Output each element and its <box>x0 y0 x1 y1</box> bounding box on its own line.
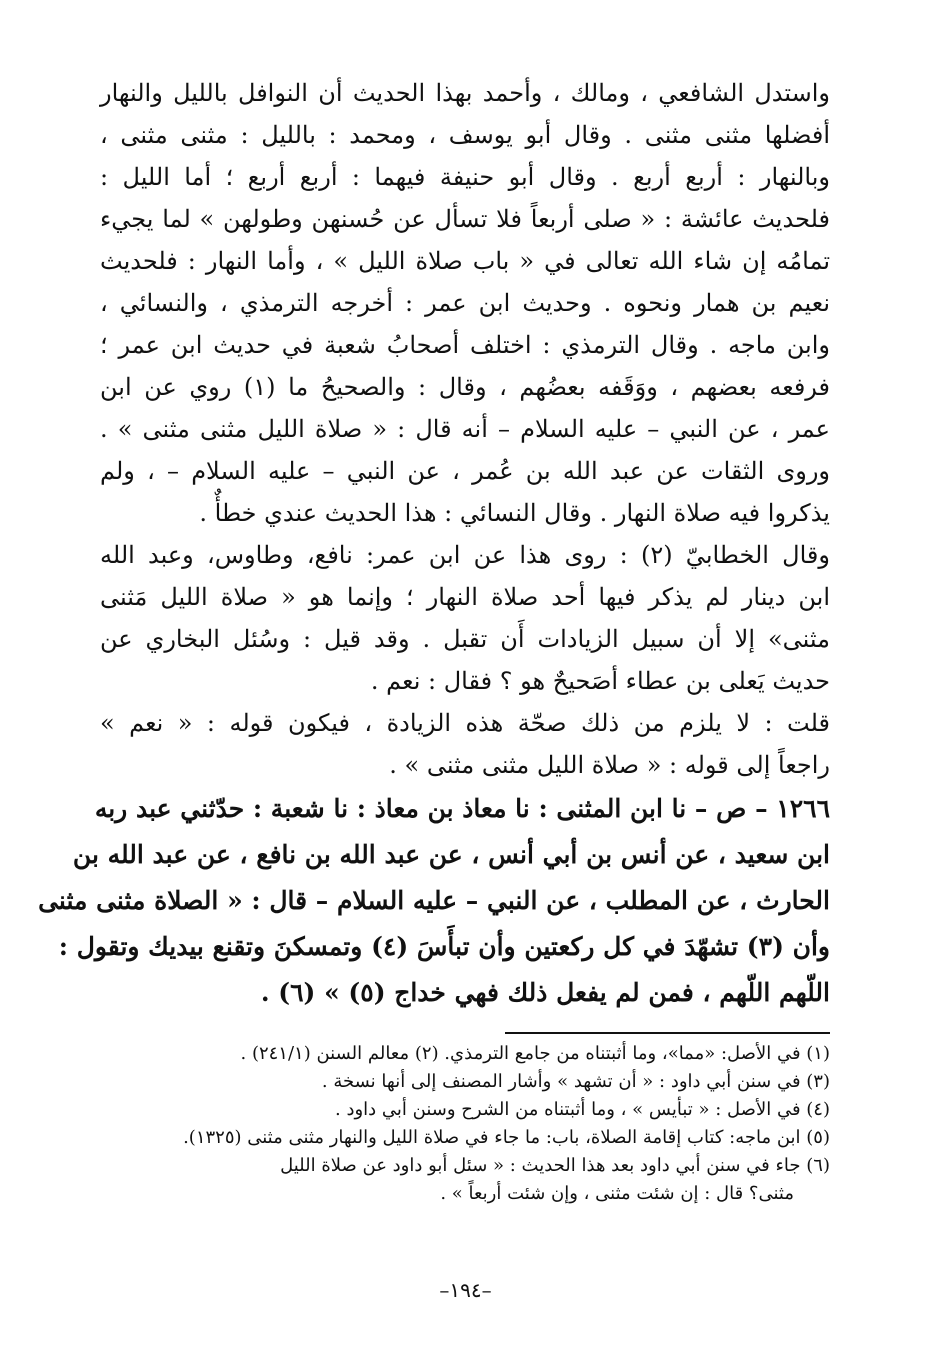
text-line: أفضلها مثنى مثنى . وقال أبو يوسف ، ومحمد : بالليل : مثنى مثنى ، <box>100 121 830 149</box>
text-line: وقال الخطابيّ (٢) : روى هذا عن ابن عمر: نافع، وطاوس، وعبد الله <box>100 541 830 569</box>
footnotes <box>100 1040 830 1208</box>
hadith-text <box>38 786 830 1016</box>
footnote-separator <box>505 1032 830 1034</box>
text-line: وبالنهار : أربع أربع . وقال أبو حنيفة فيهما : أربع أربع ؛ أما الليل : <box>100 163 830 191</box>
text-line: راجعاً إلى قوله : « صلاة الليل مثنى مثنى » . <box>389 751 830 779</box>
text-line: وابن ماجه . وقال الترمذي : اختلف أصحابُ شعبة في حديث ابن عمر ؛ <box>100 331 830 359</box>
text-line: تمامُه إن شاء الله تعالى في « باب صلاة الليل » ، وأما النهار : فلحديث <box>100 247 830 275</box>
text-line: قلت : لا يلزم من ذلك صحّة هذه الزيادة ، فيكون قوله : « نعم » <box>100 709 830 737</box>
hadith-line: وأن (٣) تشهّدَ في كل ركعتين وأن تبأَسَ (٤) وتمسكنَ وتقنع بيديك وتقول : <box>58 932 830 961</box>
text-line: واستدل الشافعي ، ومالك ، وأحمد بهذا الحديث أن النوافل بالليل والنهار <box>100 79 830 107</box>
hadith-line: اللّهم اللّهم ، فمن لم يفعل ذلك فهي خداج (٥) » (٦) . <box>260 978 830 1007</box>
footnote-continuation: مثنى؟ قال : إن شئت مثنى ، وإن شئت أربعاً » . <box>440 1183 794 1204</box>
text-line: ابن دينار لم يذكر فيها أحد صلاة النهار ؛ وإنما هو « صلاة الليل مَثنى <box>100 583 830 611</box>
hadith-line: الحارث ، عن المطلب ، عن النبي – عليه السلام – قال : « الصلاة مثنى مثنى <box>38 886 830 915</box>
text-line: يذكروا فيه صلاة النهار . وقال النسائي : هذا الحديث عندي خطأٌ . <box>199 499 830 527</box>
text-line: وروى الثقات عن عبد الله بن عُمر ، عن النبي – عليه السلام – ، ولم <box>100 457 830 485</box>
commentary-paragraph-3 <box>100 702 830 786</box>
page-number: –١٩٤– <box>439 1278 492 1302</box>
commentary-paragraph-2 <box>100 534 830 702</box>
hadith-line: ابن سعيد ، عن أنس بن أبي أنس ، عن عبد الله بن نافع ، عن عبد الله بن <box>72 840 830 869</box>
text-line: فلحديث عائشة : « صلى أربعاً فلا تسأل عن حُسنهن وطولهن » لما يجيء <box>100 205 830 233</box>
commentary-paragraph-1 <box>100 72 830 534</box>
hadith-line: ١٢٦٦ – ص – نا ابن المثنى : نا معاذ بن معاذ : نا شعبة : حدّثني عبد ربه <box>94 794 830 823</box>
text-line: نعيم بن همار ونحوه . وحديث ابن عمر : أخرجه الترمذي ، والنسائي ، <box>100 289 830 317</box>
text-line: مثنى» إلا أن سبيل الزيادات أَن تقبل . وقد قيل : وسُئل البخاري عن <box>100 625 830 653</box>
text-line: حديث يَعلى بن عطاء أصَحيحٌ هو ؟ فقال : نعم . <box>370 667 830 695</box>
footnote: (٤) في الأصل : « تبأيس » ، وما أثبتناه من الشرح وسنن أبي داود . <box>335 1099 830 1120</box>
text-line: فرفعه بعضهم ، ووَقَفه بعضُهم ، وقال : والصحيحُ ما (١) روي عن ابن <box>100 373 831 401</box>
footnote: (٣) في سنن أبي داود : « أن تشهد » وأشار المصنف إلى أنها نسخة . <box>321 1071 830 1092</box>
footnote: (١) في الأصل: «مما»، وما أثبتناه من جامع الترمذي. (٢) معالم السنن (٢٤١/١) . <box>240 1043 830 1064</box>
footnote: (٦) جاء في سنن أبي داود بعد هذا الحديث : « سئل أبو داود عن صلاة الليل <box>280 1155 830 1176</box>
footnote: (٥) ابن ماجه: كتاب إقامة الصلاة، باب: ما جاء في صلاة الليل والنهار مثنى مثنى (١٣٢٥). <box>183 1127 830 1148</box>
text-line: عمر ، عن النبي – عليه السلام – أنه قال : « صلاة الليل مثنى مثنى » . <box>100 415 830 443</box>
